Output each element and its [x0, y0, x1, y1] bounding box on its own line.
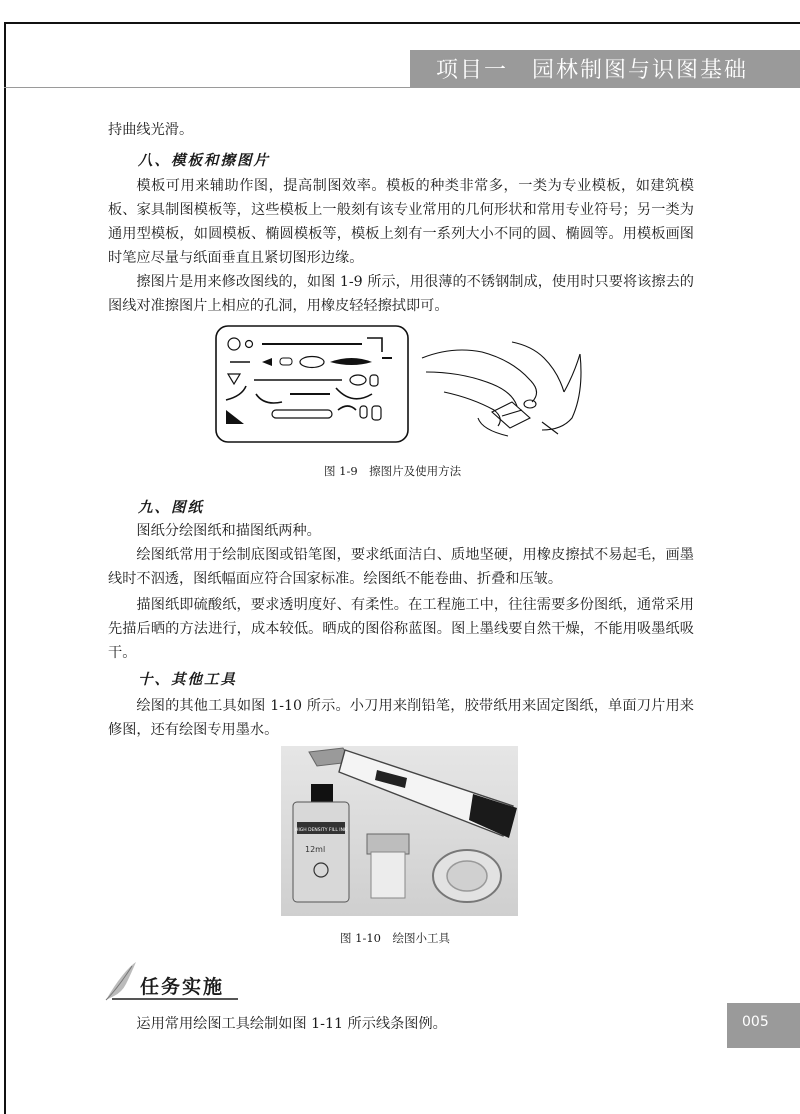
section-heading-8: 八、模板和擦图片	[138, 152, 270, 169]
figure-drawing-tools-photo	[281, 746, 518, 916]
ink-bottle	[293, 784, 349, 902]
razor-blade	[367, 834, 409, 898]
task-heading-underline	[112, 998, 238, 1000]
paragraph-tracing-paper: 描图纸即硫酸纸，要求透明度好、有柔性。在工程施工中，往往需要多份图纸，通常采用先描后晒的方法进行，成本较低。晒成的图俗称蓝图。图上墨线要自然干燥，不能用吸墨纸吸干。	[108, 597, 694, 661]
ink-brand-label: HIGH DENSITY FILL INK	[295, 828, 347, 833]
paragraph-paper-types: 图纸分绘图纸和描图纸两种。	[136, 523, 321, 539]
paragraph-template: 模板可用来辅助作图，提高制图效率。模板的种类非常多，一类为专业模板，如建筑模板、家具制图模板等，这些模板上一般刻有该专业常用的几何形状和常用专业符号；另一类为通用型模板，如圆模板、椭圆模板等，模板上刻有一系列大小不同的圆、椭圆等。用模板画图时笔应尽量与纸面垂直且紧切图形边缘。	[108, 178, 694, 266]
paragraph-other-tools: 绘图的其他工具如图 1-10 所示。小刀用来削铅笔，胶带纸用来固定图纸，单面刀片用来修图，还有绘图专用墨水。	[108, 698, 694, 738]
section-heading-9: 九、图纸	[138, 499, 204, 516]
figure-erasing-shield	[212, 322, 602, 450]
figure-1-10-caption: 图 1-10 绘图小工具	[340, 931, 450, 945]
tools-photo-drawing	[281, 746, 518, 916]
hand-illustration	[422, 342, 581, 436]
figure-1-9-caption: 图 1-9 擦图片及使用方法	[324, 464, 462, 478]
task-heading: 任务实施	[140, 976, 225, 998]
frame-left-line	[4, 22, 6, 1114]
tape-roll	[433, 850, 501, 902]
paragraph-erasing-shield: 擦图片是用来修改图线的，如图 1-9 所示，用很薄的不锈钢制成，使用时只要将该擦去的图线对准擦图片上相应的孔洞，用橡皮轻轻擦拭即可。	[108, 274, 694, 314]
header-rule	[4, 87, 800, 88]
header-title: 项目一 园林制图与识图基础	[436, 58, 749, 83]
ink-volume-label: 12ml	[305, 845, 326, 854]
frame-top-line	[4, 22, 800, 24]
section-heading-10: 十、其他工具	[138, 671, 237, 688]
paragraph-task: 运用常用绘图工具绘制如图 1-11 所示线条图例。	[136, 1016, 447, 1032]
page-number: 005	[742, 1014, 769, 1030]
paragraph-drawing-paper: 绘图纸常用于绘制底图或铅笔图，要求纸面洁白、质地坚硬，用橡皮擦拭不易起毛，画墨线时不泅透，图纸幅面应符合国家标准。绘图纸不能卷曲、折叠和压皱。	[108, 547, 694, 587]
paragraph-continuation: 持曲线光滑。	[108, 122, 194, 138]
